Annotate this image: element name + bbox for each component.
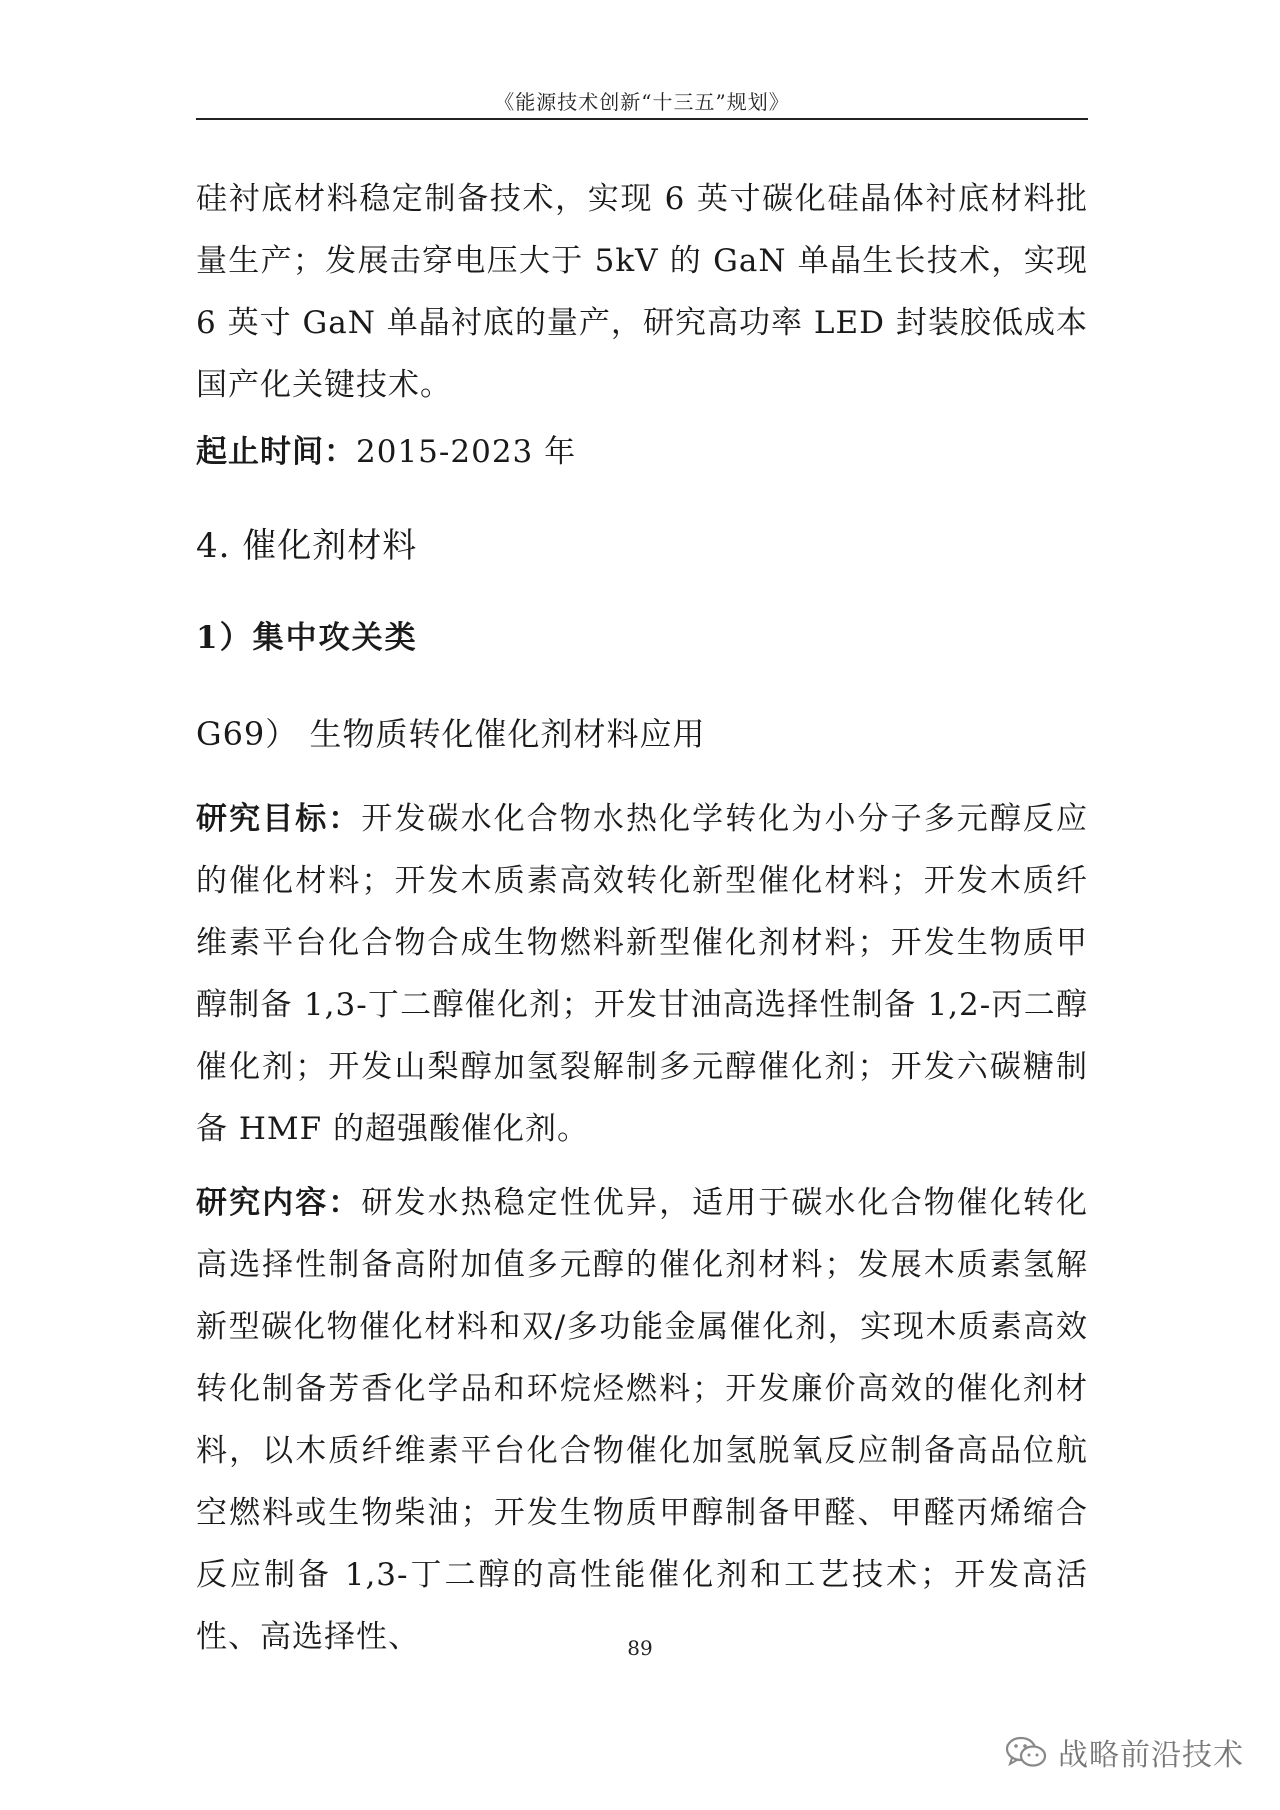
goal-paragraph (196, 788, 1088, 1160)
period-line (196, 421, 576, 483)
goal-label: 研究目标： (196, 801, 362, 837)
item-title: G69） 生物质转化催化剂材料应用 (196, 715, 706, 753)
period-label: 起止时间： (196, 434, 356, 470)
page-header: 《能源技术创新“十三五”规划》 (494, 90, 790, 114)
header-divider (196, 118, 1088, 120)
wechat-icon (1004, 1734, 1048, 1770)
section-title: 4. 催化剂材料 (196, 526, 418, 566)
content-label: 研究内容： (196, 1185, 362, 1221)
content-text: 研发水热稳定性优异，适用于碳水化合物催化转化高选择性制备高附加值多元醇的催化剂材料；发展木质素氢解新型碳化物催化材料和双/多功能金属催化剂，实现木质素高效转化制备芳香化学品和环烷烃燃料；开发廉价高效的催化剂材料，以木质纤维素平台化合物催化加氢脱氧反应制备高品位航空燃料或生物柴油；开发生物质甲醇制备甲醛、甲醛丙烯缩合反应制备 1,3-丁二醇的高性能催化剂和工艺技术；开发高活性、高选择性、 (196, 1185, 1089, 1655)
page-number: 89 (627, 1636, 653, 1660)
content-paragraph (196, 1172, 1088, 1668)
continuation-paragraph: 硅衬底材料稳定制备技术，实现 6 英寸碳化硅晶体衬底材料批量生产；发展击穿电压大于 5kV 的 GaN 单晶生长技术，实现 6 英寸 GaN 单晶衬底的量产，研究高功率 LED 封装胶低成本国产化关键技术。 (196, 181, 1088, 403)
period-value: 2015-2023 年 (356, 434, 577, 470)
watermark-text: 战略前沿技术 (1058, 1738, 1244, 1773)
watermark (1004, 1730, 1244, 1774)
goal-text: 开发碳水化合物水热化学转化为小分子多元醇反应的催化材料；开发木质素高效转化新型催化材料；开发木质纤维素平台化合物合成生物燃料新型催化剂材料；开发生物质甲醇制备 1,3-丁二醇催化剂；开发甘油高选择性制备 1,2-丙二醇催化剂；开发山梨醇加氢裂解制多元醇催化剂；开发六碳糖制备 HMF 的超强酸催化剂。 (196, 801, 1089, 1147)
section-subtitle: 1）集中攻关类 (196, 620, 418, 656)
